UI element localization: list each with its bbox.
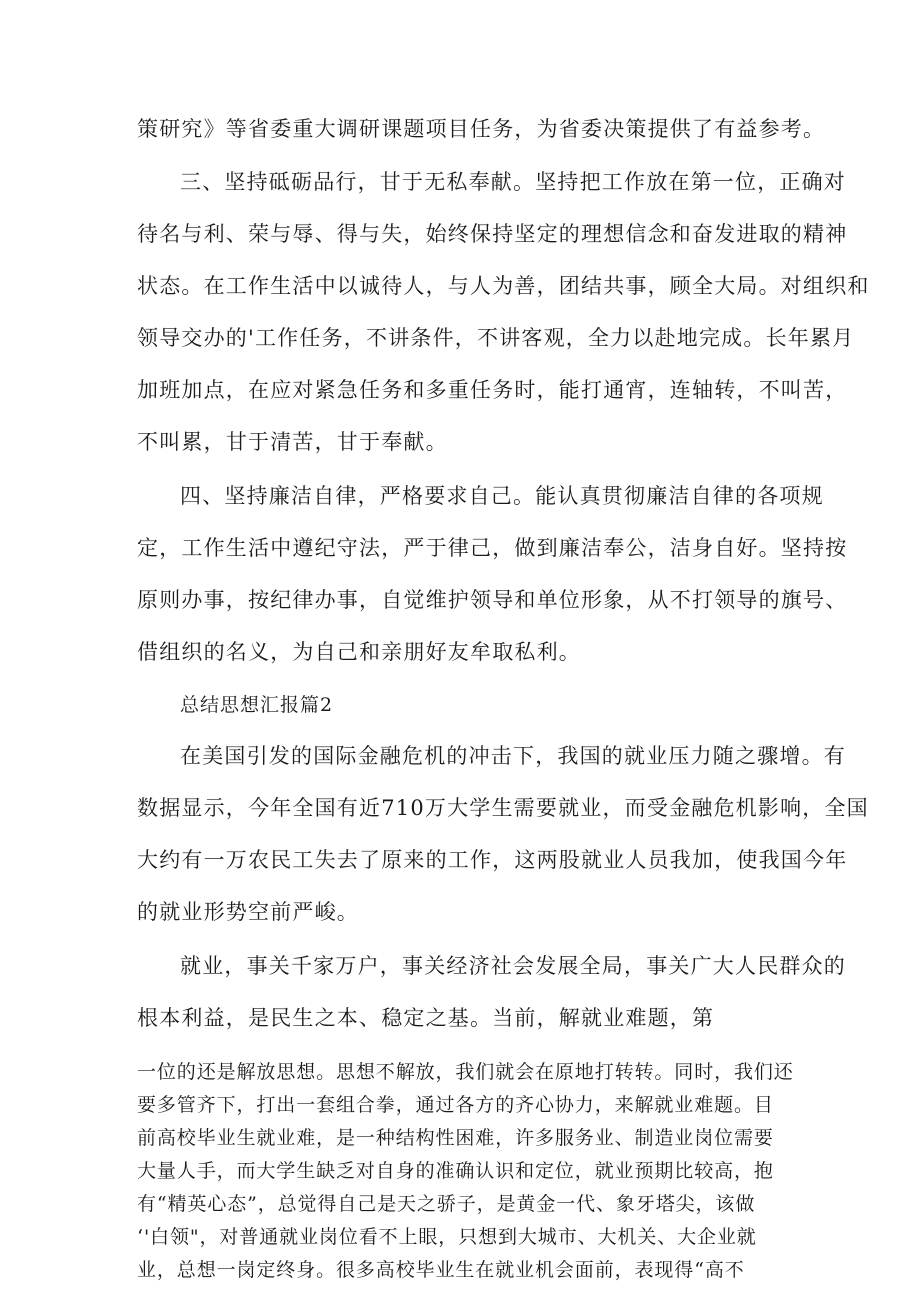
paragraph-7-line-5: 有“精英心态”，总觉得自己是天之骄子，是黄金一代、象牙塔尖，该做: [137, 1193, 756, 1215]
paragraph-5-line-2: 数据显示，今年全国有近710万大学生需要就业，而受金融危机影响，全国: [137, 796, 869, 820]
paragraph-top-line-1: 策研究》等省委重大调研课题项目任务，为省委决策提供了有益参考。: [137, 117, 826, 141]
paragraph-3-line-2: 待名与利、荣与辱、得与失，始终保持坚定的理想信念和奋发进取的精神: [137, 222, 848, 246]
paragraph-7-line-7: 业，总想一岗定终身。很多高校毕业生在就业机会面前，表现得“高不: [137, 1259, 745, 1281]
paragraph-5-line-1: 在美国引发的国际金融危机的冲击下，我国的就业压力随之骤增。有: [180, 744, 846, 768]
paragraph-4-line-3: 原则办事，按纪律办事，自觉维护领导和单位形象，从不打领导的旗号、: [137, 588, 848, 612]
paragraph-6-line-1: 就业，事关千家万户，事关经济社会发展全局，事关广大人民群众的: [180, 954, 846, 978]
paragraph-5-line-4: 的就业形势空前严峻。: [137, 900, 359, 924]
paragraph-3-line-3: 状态。在工作生活中以诚待人，与人为善，团结共事，顾全大局。对组织和: [137, 274, 870, 298]
paragraph-7-line-6: ‘'白领"，对普通就业岗位看不上眼，只想到大城市、大机关、大企业就: [137, 1226, 757, 1248]
paragraph-3-line-5: 加班加点，在应对紧急任务和多重任务时，能打通宵，连轴转，不叫苦，: [137, 378, 848, 402]
paragraph-3-line-4: 领导交办的'工作任务，不讲条件，不讲客观，全力以赴地完成。长年累月: [137, 326, 855, 350]
section-title: 总结思想汇报篇2: [180, 694, 334, 716]
paragraph-5-line-3: 大约有一万农民工失去了原来的工作，这两股就业人员我加，使我国今年: [137, 848, 848, 872]
paragraph-7-line-1: 一位的还是解放思想。思想不解放，我们就会在原地打转转。同时，我们还: [137, 1061, 794, 1083]
paragraph-4-line-4: 借组织的名义，为自己和亲朋好友牟取私利。: [137, 640, 581, 664]
paragraph-4-line-2: 定，工作生活中遵纪守法，严于律己，做到廉洁奉公，洁身自好。坚持按: [137, 536, 848, 560]
paragraph-7-line-3: 前高校毕业生就业难，是一种结构性困难，许多服务业、制造业岗位需要: [137, 1127, 774, 1149]
paragraph-3-line-1: 三、坚持砥砺品行，甘于无私奉献。坚持把工作放在第一位，正确对: [180, 170, 846, 194]
paragraph-7-line-4: 大量人手，而大学生缺乏对自身的准确认识和定位，就业预期比较高，抱: [137, 1160, 774, 1182]
paragraph-4-line-1: 四、坚持廉洁自律，严格要求自己。能认真贯彻廉洁自律的各项规: [180, 484, 824, 508]
paragraph-7-line-2: 要多管齐下，打出一套组合拳，通过各方的齐心协力，来解就业难题。目: [137, 1094, 774, 1116]
paragraph-6-line-2: 根本利益，是民生之本、稳定之基。当前，解就业难题，第: [137, 1006, 715, 1030]
paragraph-3-line-6: 不叫累，甘于清苦，甘于奉献。: [137, 430, 448, 454]
